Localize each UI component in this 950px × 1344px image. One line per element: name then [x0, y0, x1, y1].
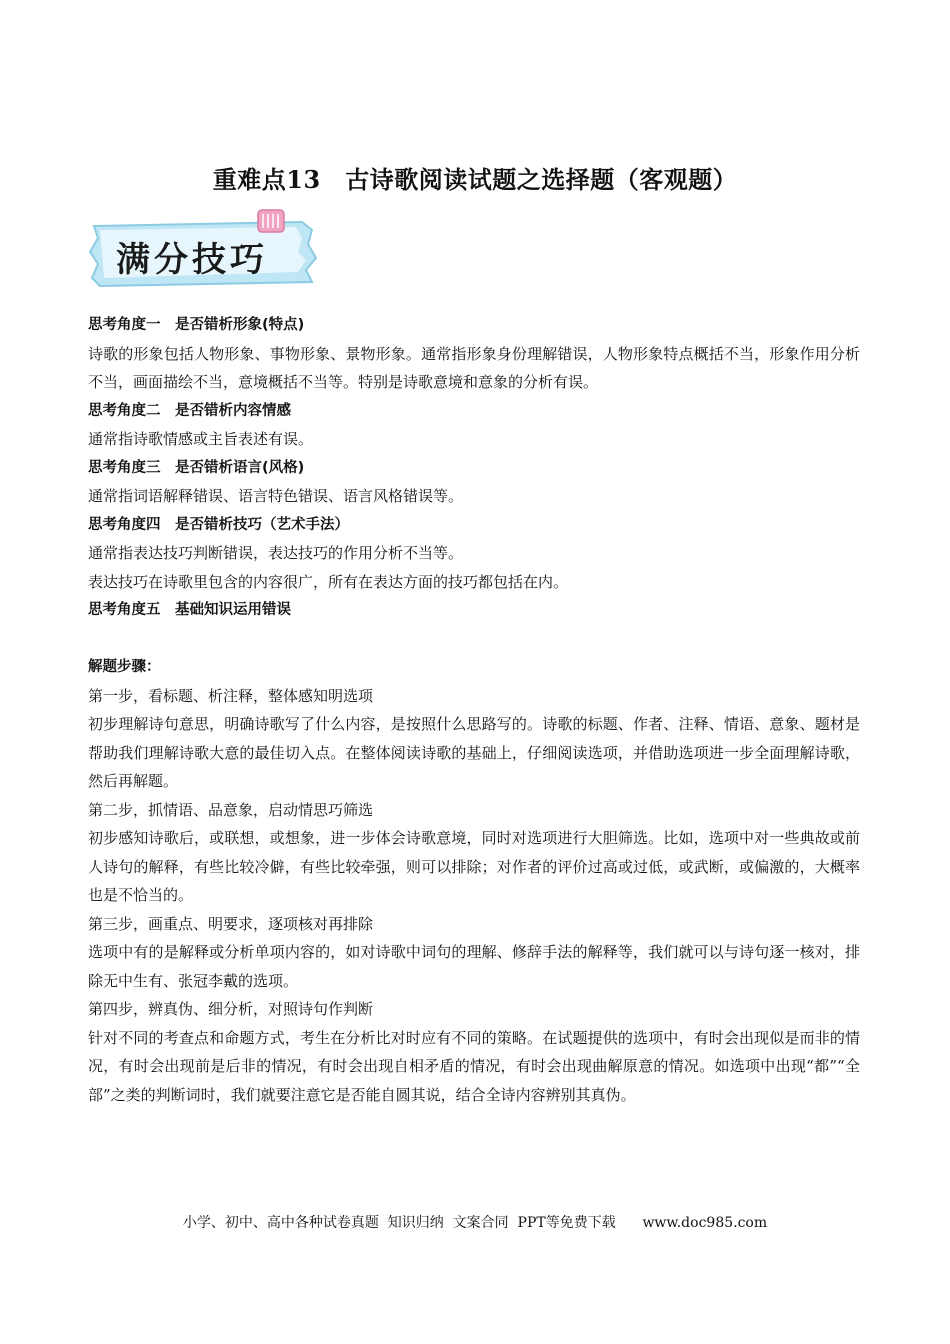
angle-paragraph: 表达技巧在诗歌里包含的内容很广，所有在表达方面的技巧都包括在内。 [88, 572, 569, 591]
angle-paragraph: 通常指表达技巧判断错误，表达技巧的作用分析不当等。 [88, 544, 464, 562]
section-banner [86, 208, 322, 290]
step-title: 第一步，看标题、析注释，整体感知明选项 [88, 686, 374, 705]
steps-section [88, 653, 860, 1109]
angle-heading: 思考角度五 基础知识运用错误 [88, 602, 291, 618]
angle-heading: 思考角度三 是否错析语言(风格) [88, 459, 305, 476]
banner-label: 满分技巧 [116, 240, 268, 280]
step-title: 第二步，抓情语、品意象，启动情思巧筛选 [88, 800, 374, 819]
angle-heading: 思考角度二 是否错析内容情感 [88, 402, 291, 419]
angle-paragraph: 诗歌的形象包括人物形象、事物形象、景物形象。通常指形象身份理解错误，人物形象特点概括不当，形象作用分析不当，画面描绘不当，意境概括不当等。特别是诗歌意境和意象的分析有误。 [88, 344, 860, 391]
paper-clip-icon [258, 210, 284, 232]
steps-heading: 解题步骤： [88, 659, 161, 675]
main-content [88, 311, 860, 1109]
page-footer: 小学、初中、高中各种试卷真题 知识归纳 文案合同 PPT等免费下载 www.doc985.com [182, 1215, 768, 1231]
angle-section-4 [88, 511, 860, 597]
step-title: 第四步，辨真伪、细分析，对照诗句作判断 [88, 1000, 374, 1018]
step-title: 第三步，画重点、明要求，逐项核对再排除 [88, 914, 374, 933]
angle-section-5 [88, 596, 860, 625]
angle-paragraph: 通常指诗歌情感或主旨表述有误。 [88, 430, 314, 448]
page-title: 重难点13 古诗歌阅读试题之选择题（客观题） [212, 165, 738, 194]
angle-heading: 思考角度一 是否错析形象(特点) [88, 317, 305, 333]
angle-section-3 [88, 454, 860, 511]
angle-section-2 [88, 397, 860, 454]
step-body: 选项中有的是解释或分析单项内容的，如对诗歌中词句的理解、修辞手法的解释等，我们就可以与诗句逐一核对，排除无中生有、张冠李戴的选项。 [88, 943, 860, 990]
spacer [88, 625, 860, 654]
angle-section-1 [88, 311, 860, 397]
step-body: 初步理解诗句意思，明确诗歌写了什么内容，是按照什么思路写的。诗歌的标题、作者、注释、情语、意象、题材是帮助我们理解诗歌大意的最佳切入点。在整体阅读诗歌的基础上，仔细阅读选项，并借助选项进一步全面理解诗歌，然后再解题。 [88, 715, 860, 790]
step-body: 针对不同的考查点和命题方式，考生在分析比对时应有不同的策略。在试题提供的选项中，有时会出现似是而非的情况，有时会出现前是后非的情况，有时会出现自相矛盾的情况，有时会出现曲解原意的情况。如选项中出现“都”“全部”之类的判断词时，我们就要注意它是否能自圆其说，结合全诗内容辨别其真伪。 [88, 1028, 860, 1104]
angle-paragraph: 通常指词语解释错误、语言特色错误、语言风格错误等。 [88, 487, 464, 505]
step-body: 初步感知诗歌后，或联想，或想象，进一步体会诗歌意境，同时对选项进行大胆筛选。比如，选项中对一些典故或前人诗句的解释，有些比较冷僻，有些比较牵强，则可以排除；对作者的评价过高或过低，或武断，或偏激的，大概率也是不恰当的。 [88, 829, 860, 904]
angle-heading: 思考角度四 是否错析技巧（艺术手法） [88, 516, 349, 533]
